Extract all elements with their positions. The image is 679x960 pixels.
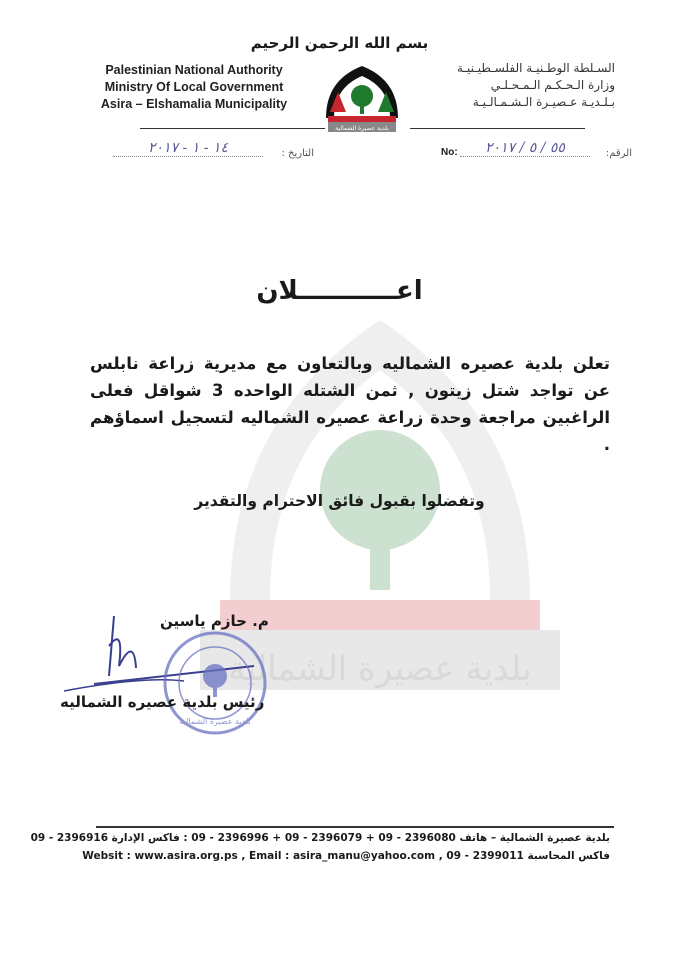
signatory-title: رئيس بلدية عصيره الشماليه (60, 693, 265, 711)
footer-rule (96, 826, 614, 828)
arabic-header-line: بـلـديـة عـصيـرة الـشـمـالـيـة (472, 95, 615, 109)
logo-text: بلدية عصيرة الشمالية (335, 125, 389, 132)
signatory-name: م. حازم ياسين (160, 612, 269, 630)
watermark-text: بلدية عصيرة الشمالية (228, 649, 532, 689)
municipality-stamp (160, 628, 270, 738)
header-rule-left (140, 128, 325, 129)
bismillah: بسم الله الرحمن الرحيم (250, 34, 429, 52)
header-rule-right (410, 128, 585, 129)
closing-line: وتفضلوا بقبول فائق الاحترام والتقدير (194, 492, 485, 510)
english-header (84, 62, 304, 113)
arabic-header (425, 60, 615, 111)
date-dotline (113, 156, 263, 157)
arabic-header-line: السـلطة الوطـنيـة الفلسـطيـنيـة (457, 61, 615, 75)
date-value: ١٤ - ١ - ٢٠١٧ (148, 140, 228, 156)
arabic-header-line: وزارة الـحـكـم الـمـحـلـي (490, 78, 615, 92)
footer-contact-line: بلدية عصيرة الشمالية – هاتف 2396080 - 09 + 2396079 - 09 + 2396996 - 09 : فاكس الإدارة 2396916 - 09 (30, 832, 610, 844)
ref-no-label: No: (441, 147, 458, 158)
ref-value: ٥٥ / ٥ / ٢٠١٧ (485, 140, 565, 156)
english-header-line: Asira – Elshamalia Municipality (100, 97, 288, 111)
stamp-text: بلدية عصيرة الشمالية (179, 717, 251, 726)
announcement-body: تعلن بلدية عصيره الشماليه وبالتعاون مع مديرية زراعة نابلس عن تواجد شتل زيتون , ثمن الشتله الواحده 3 شواقل فعلى الراغبين مراجعة وحدة زراعة عصيره الشماليه لتسجيل اسماؤهم . (90, 354, 611, 454)
ref-dotline (460, 156, 590, 157)
ref-label: الرقم: (605, 148, 632, 159)
municipality-logo (318, 62, 406, 134)
english-header-line: Ministry Of Local Government (104, 80, 284, 94)
date-label: التاريخ : (281, 148, 314, 159)
english-header-line: Palestinian National Authority (105, 63, 283, 77)
footer-web-line: فاكس المحاسبة 2399011 - 09 , Websit : www.asira.org.ps , Email : asira_manu@yahoo.com (82, 850, 610, 862)
announcement-title: اعـــــــــــلان (256, 276, 423, 306)
